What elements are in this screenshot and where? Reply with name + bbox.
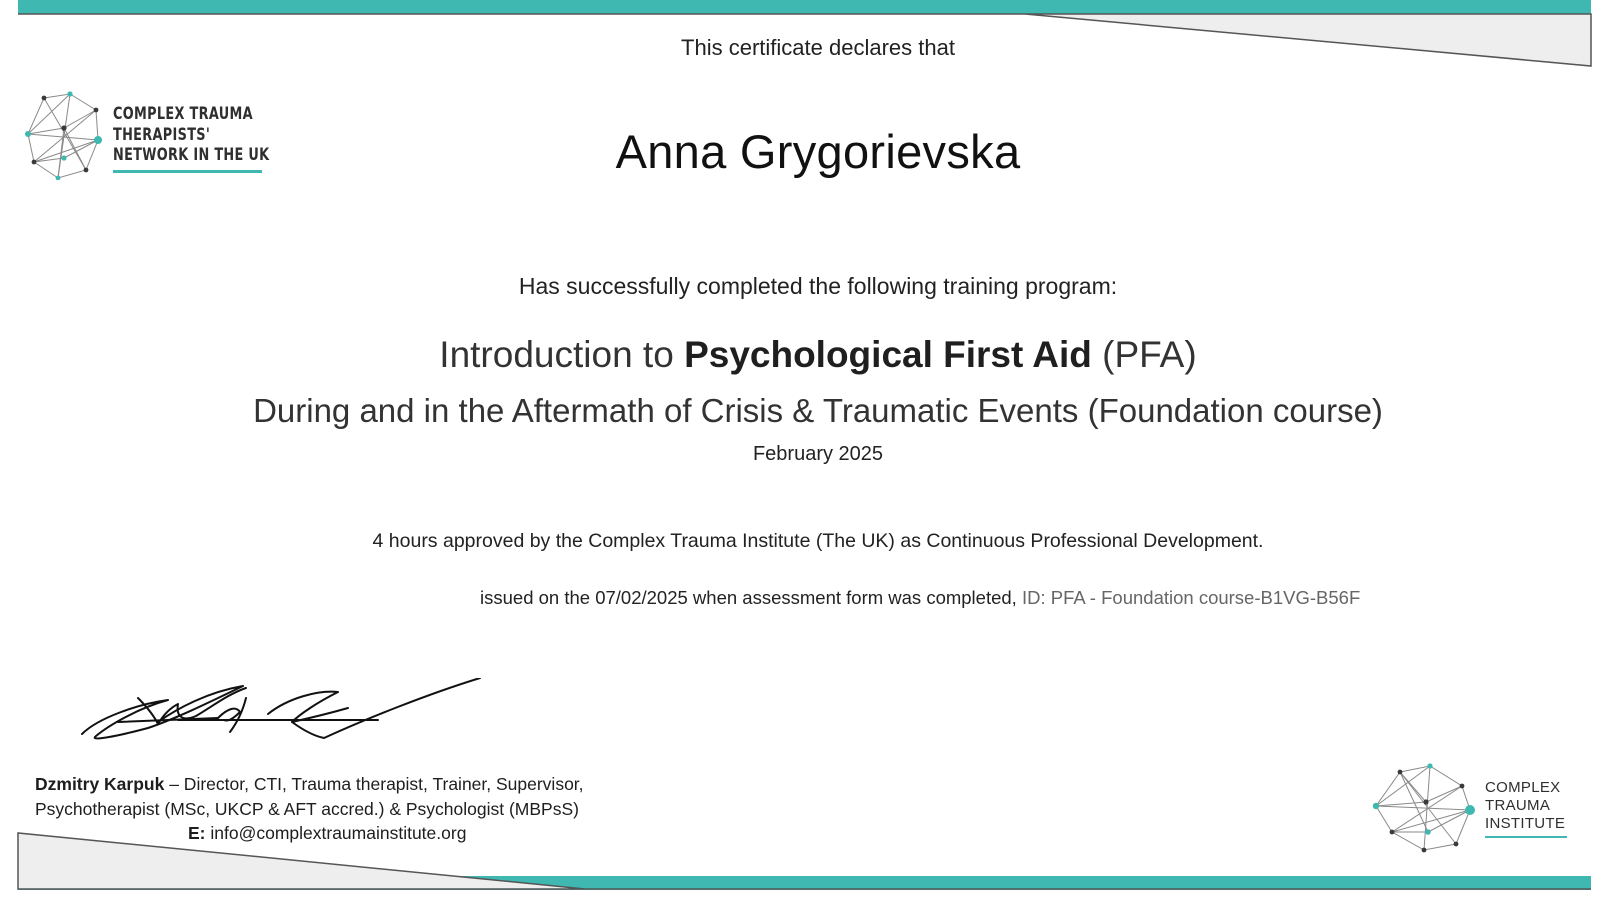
top-accent-bar bbox=[18, 0, 1591, 14]
recipient-name: Anna Grygorievska bbox=[615, 125, 1021, 178]
course-title-bold: Psychological First Aid bbox=[684, 334, 1092, 375]
signature-image bbox=[78, 678, 498, 758]
certificate-id: ID: PFA - Foundation course-B1VG-B56F bbox=[1021, 587, 1361, 608]
certificate-intro: This certificate declares that bbox=[681, 35, 955, 60]
signer-name: Dzmitry Karpuk bbox=[35, 774, 165, 794]
course-subtitle: During and in the Aftermath of Crisis & Traumatic Events (Foundation course) bbox=[253, 392, 1383, 429]
ctn-uk-logo-text: COMPLEX TRAUMA THERAPISTS' NETWORK IN THE UK bbox=[113, 104, 270, 164]
signer-block bbox=[35, 772, 584, 846]
signer-email: info@complextraumainstitute.org bbox=[205, 823, 467, 843]
network-icon bbox=[1372, 762, 1480, 854]
issued-line: issued on the 07/02/2025 when assessment form was completed, ID: PFA - Foundation course-B1VG-B56F bbox=[480, 587, 1361, 608]
signer-line-1: Dzmitry Karpuk – Director, CTI, Trauma therapist, Trainer, Supervisor, bbox=[35, 774, 584, 794]
signer-line-2: Psychotherapist (MSc, UKCP & AFT accred.) & Psychologist (MBPsS) bbox=[35, 798, 579, 819]
cti-logo bbox=[1372, 762, 1572, 854]
email-label: E: bbox=[188, 823, 206, 843]
completion-statement: Has successfully completed the following training program: bbox=[518, 273, 1118, 299]
signer-email-line bbox=[35, 821, 584, 846]
course-title: Introduction to Psychological First Aid (PFA) bbox=[439, 334, 1197, 375]
course-date: February 2025 bbox=[752, 443, 884, 465]
cti-logo-underline bbox=[1485, 836, 1567, 838]
cpd-hours-statement: 4 hours approved by the Complex Trauma Institute (The UK) as Continuous Professional Development. bbox=[372, 530, 1264, 552]
cti-logo-text: COMPLEX TRAUMA INSTITUTE bbox=[1485, 779, 1566, 832]
